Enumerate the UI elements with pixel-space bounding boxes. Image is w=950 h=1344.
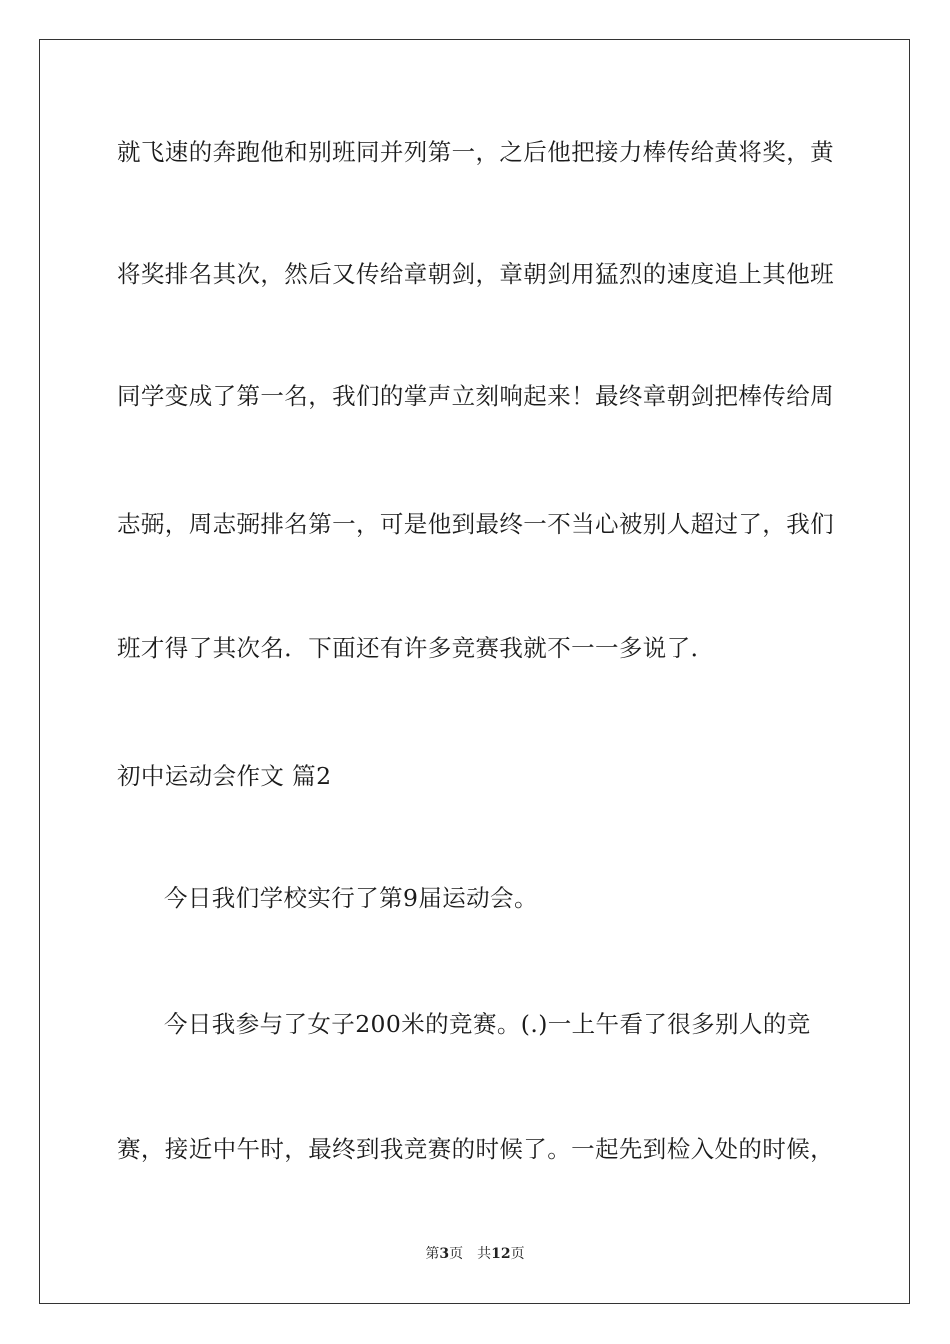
body-text-line: 今日我参与了女子200米的竞赛。(.)一上午看了很多别人的竞: [164, 1010, 811, 1038]
body-text-line: 同学变成了第一名，我们的掌声立刻响起来！最终章朝剑把棒传给周: [117, 382, 834, 410]
total-page-number: 12: [491, 1246, 511, 1262]
footer-total-suffix: 页: [510, 1246, 525, 1262]
footer-prefix: 第: [425, 1246, 440, 1262]
body-text-line: 将奖排名其次，然后又传给章朝剑，章朝剑用猛烈的速度追上其他班: [117, 260, 834, 288]
body-text-line: 赛，接近中午时，最终到我竞赛的时候了。一起先到检入处的时候，: [117, 1135, 834, 1163]
footer-page-suffix: 页: [449, 1246, 464, 1262]
footer-total-prefix: 共: [477, 1246, 492, 1262]
body-text-line: 今日我们学校实行了第9届运动会。: [164, 884, 538, 912]
body-text-line: 志弼，周志弼排名第一，可是他到最终一不当心被别人超过了，我们: [117, 510, 834, 538]
current-page-number: 3: [439, 1246, 450, 1262]
page-footer: [0, 1245, 950, 1263]
page-border: [39, 39, 910, 1304]
body-text-line: 就飞速的奔跑他和别班同并列第一，之后他把接力棒传给黄将奖，黄: [117, 138, 834, 166]
section-heading: 初中运动会作文 篇2: [117, 762, 332, 790]
body-text-line: 班才得了其次名．下面还有许多竞赛我就不一一多说了．: [117, 634, 715, 662]
